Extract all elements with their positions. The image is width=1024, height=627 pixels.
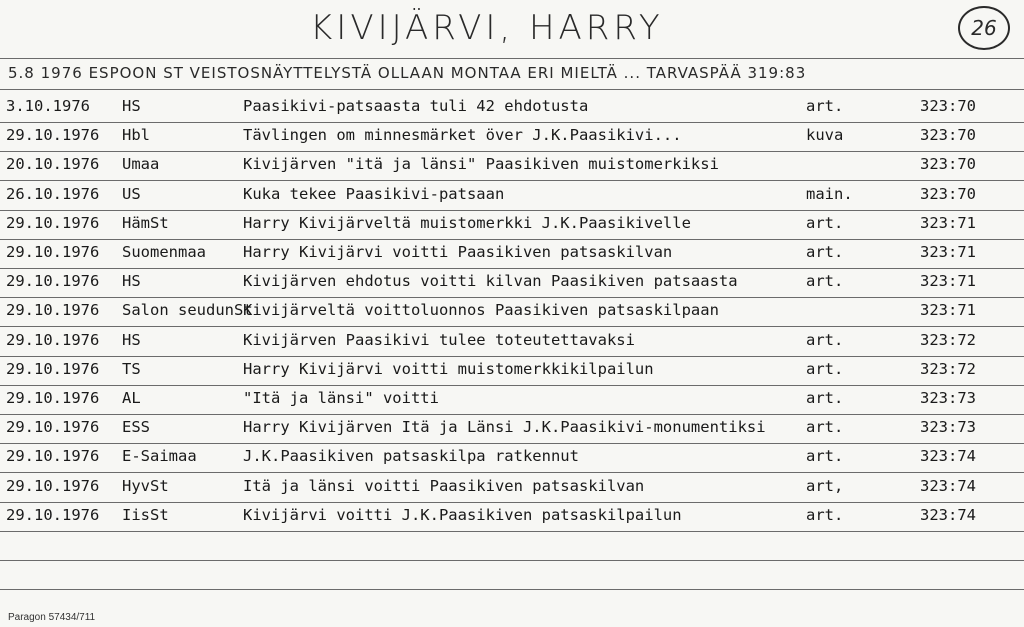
entry-title: "Itä ja länsi" voitti — [243, 389, 439, 407]
entry-title: Kivijärven "itä ja länsi" Paasikiven muistomerkiksi — [243, 155, 719, 173]
entry-title: Kivijärveltä voittoluonnos Paasikiven patsaskilpaan — [243, 301, 719, 319]
entry-date: 29.10.1976 — [6, 214, 100, 232]
list-item — [0, 97, 1024, 121]
entry-title: Kivijärvi voitti J.K.Paasikiven patsaskilpailun — [243, 506, 682, 524]
card-footer: Paragon 57434/711 — [8, 612, 96, 623]
list-item — [0, 185, 1024, 209]
card-subtitle: 5.8 1976 ESPOON ST VEISTOSNÄYTTELYSTÄ OLLAAN MONTAA ERI MIELTÄ ... TARVASPÄÄ 319:83 — [8, 64, 807, 82]
row-rule — [0, 560, 1024, 561]
entry-source: Suomenmaa — [122, 243, 206, 261]
entry-type: art. — [806, 97, 844, 115]
row-rule — [0, 385, 1024, 386]
entry-date: 29.10.1976 — [6, 477, 100, 495]
row-rule — [0, 414, 1024, 415]
entry-title: Harry Kivijärvi voitti Paasikiven patsaskilvan — [243, 243, 673, 261]
entry-date: 3.10.1976 — [6, 97, 90, 115]
entry-date: 29.10.1976 — [6, 331, 100, 349]
row-rule — [0, 502, 1024, 503]
row-rule — [0, 356, 1024, 357]
entry-type: kuva — [806, 126, 844, 144]
entry-code: 323:73 — [920, 418, 976, 436]
entry-code: 323:70 — [920, 126, 976, 144]
entry-code: 323:71 — [920, 243, 976, 261]
entry-code: 323:71 — [920, 214, 976, 232]
row-rule — [0, 297, 1024, 298]
row-rule — [0, 239, 1024, 240]
entry-source: AL — [122, 389, 141, 407]
entry-code: 323:74 — [920, 447, 976, 465]
list-item — [0, 360, 1024, 384]
entry-code: 323:71 — [920, 272, 976, 290]
row-rule — [0, 268, 1024, 269]
entry-type: art. — [806, 389, 844, 407]
list-item — [0, 214, 1024, 238]
entry-title: Itä ja länsi voitti Paasikiven patsaskilvan — [243, 477, 645, 495]
entry-date: 29.10.1976 — [6, 447, 100, 465]
entry-date: 20.10.1976 — [6, 155, 100, 173]
entry-type: art. — [806, 447, 844, 465]
list-item — [0, 301, 1024, 325]
entry-source: IisSt — [122, 506, 169, 524]
list-item — [0, 447, 1024, 471]
entry-source: ESS — [122, 418, 150, 436]
entry-type: art. — [806, 331, 844, 349]
entry-source: HS — [122, 97, 141, 115]
list-item — [0, 272, 1024, 296]
list-item — [0, 418, 1024, 442]
row-rule — [0, 472, 1024, 473]
entry-date: 29.10.1976 — [6, 360, 100, 378]
entry-title: Kuka tekee Paasikivi-patsaan — [243, 185, 505, 203]
entry-title: Kivijärven ehdotus voitti kilvan Paasikiven patsaasta — [243, 272, 738, 290]
entry-source: TS — [122, 360, 141, 378]
entry-title: Harry Kivijärveltä muistomerkki J.K.Paasikivelle — [243, 214, 691, 232]
row-rule — [0, 326, 1024, 327]
list-item — [0, 155, 1024, 179]
entry-title: Tävlingen om minnesmärket över J.K.Paasikivi... — [243, 126, 682, 144]
entry-title: Kivijärven Paasikivi tulee toteutettavaksi — [243, 331, 635, 349]
entry-title: Harry Kivijärven Itä ja Länsi J.K.Paasikivi-monumentiksi — [243, 418, 766, 436]
entry-type: art. — [806, 506, 844, 524]
header-rule — [0, 58, 1024, 59]
entry-date: 26.10.1976 — [6, 185, 100, 203]
entry-type: art. — [806, 243, 844, 261]
entry-type: art. — [806, 418, 844, 436]
entry-title: Paasikivi-patsaasta tuli 42 ehdotusta — [243, 97, 589, 115]
entry-date: 29.10.1976 — [6, 506, 100, 524]
row-rule — [0, 151, 1024, 152]
entry-source: HämSt — [122, 214, 169, 232]
entry-code: 323:73 — [920, 389, 976, 407]
entry-title: J.K.Paasikiven patsaskilpa ratkennut — [243, 447, 579, 465]
entry-source: HS — [122, 331, 141, 349]
entry-date: 29.10.1976 — [6, 243, 100, 261]
list-item — [0, 506, 1024, 530]
entry-code: 323:71 — [920, 301, 976, 319]
entry-source: US — [122, 185, 141, 203]
entry-source: HyvSt — [122, 477, 169, 495]
list-item — [0, 243, 1024, 267]
entry-code: 323:74 — [920, 506, 976, 524]
entry-code: 323:70 — [920, 97, 976, 115]
page-number: 26 — [958, 6, 1010, 50]
list-item — [0, 126, 1024, 150]
entry-type: main. — [806, 185, 853, 203]
row-rule — [0, 531, 1024, 532]
entry-date: 29.10.1976 — [6, 301, 100, 319]
entry-code: 323:72 — [920, 331, 976, 349]
row-rule — [0, 443, 1024, 444]
list-item — [0, 477, 1024, 501]
entry-type: art, — [806, 477, 844, 495]
entry-type: art. — [806, 272, 844, 290]
subtitle-rule — [0, 89, 1024, 90]
entry-date: 29.10.1976 — [6, 389, 100, 407]
list-item — [0, 389, 1024, 413]
entry-date: 29.10.1976 — [6, 272, 100, 290]
entry-source: Hbl — [122, 126, 150, 144]
entry-date: 29.10.1976 — [6, 418, 100, 436]
entry-source: Umaa — [122, 155, 160, 173]
entry-code: 323:72 — [920, 360, 976, 378]
row-rule — [0, 589, 1024, 590]
entry-code: 323:70 — [920, 155, 976, 173]
entry-title: Harry Kivijärvi voitti muistomerkkikilpailun — [243, 360, 654, 378]
entry-source: Salon seudunSt — [122, 301, 253, 319]
row-rule — [0, 180, 1024, 181]
entry-date: 29.10.1976 — [6, 126, 100, 144]
card-title: KIVIJÄRVI, HARRY — [310, 8, 664, 48]
entry-type: art. — [806, 214, 844, 232]
entry-code: 323:70 — [920, 185, 976, 203]
entry-source: E-Saimaa — [122, 447, 197, 465]
entry-type: art. — [806, 360, 844, 378]
row-rule — [0, 210, 1024, 211]
entry-source: HS — [122, 272, 141, 290]
row-rule — [0, 122, 1024, 123]
list-item — [0, 331, 1024, 355]
entry-code: 323:74 — [920, 477, 976, 495]
